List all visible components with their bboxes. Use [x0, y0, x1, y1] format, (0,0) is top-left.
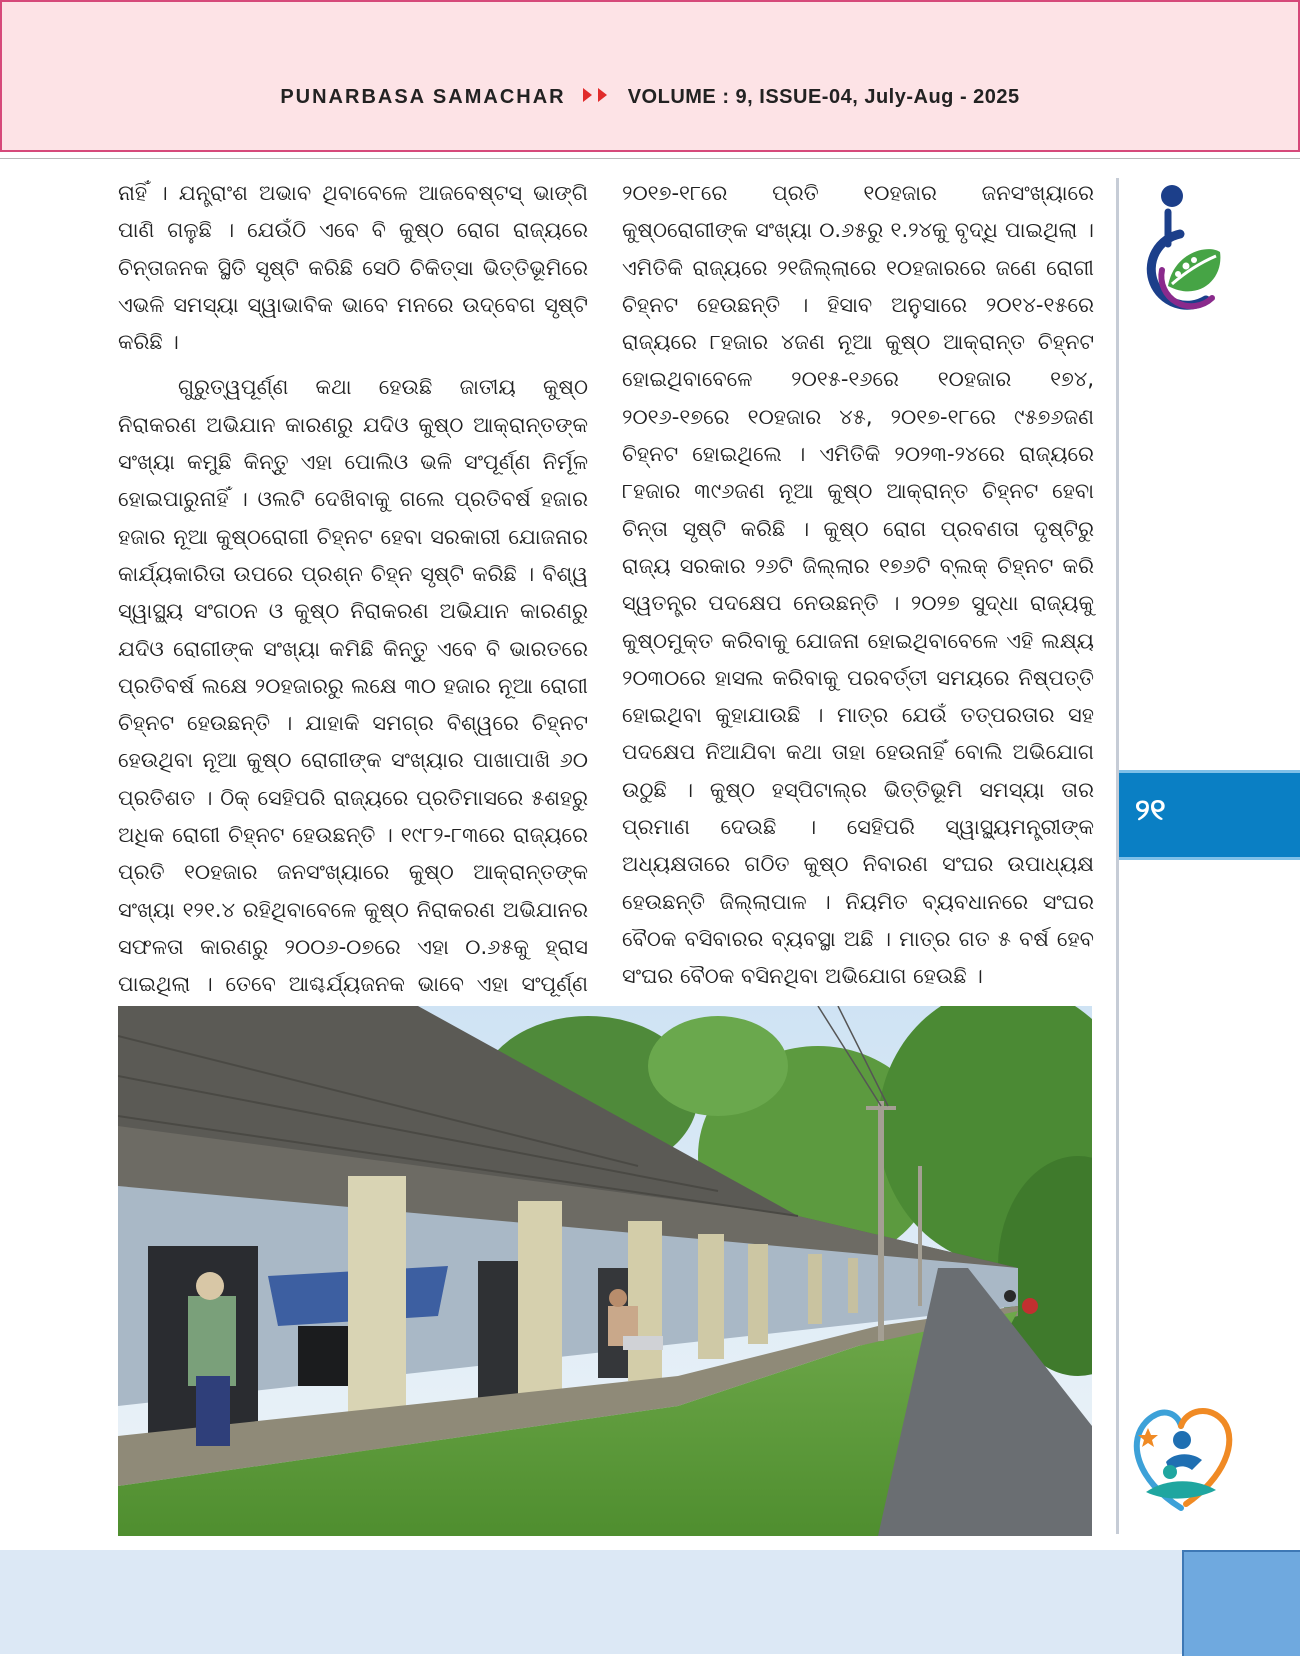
article-column-right [622, 175, 1094, 1004]
header-band [0, 0, 1300, 152]
publication-name: PUNARBASA SAMACHAR [280, 86, 566, 108]
article-paragraph: ୨୦୧୭-୧୮ରେ ପ୍ରତି ୧୦ହଜାର ଜନସଂଖ୍ୟାରେ କୁଷ୍ଠରୋଗୀଙ୍କ ସଂଖ୍ୟା ୦.୬୫ରୁ ୧.୨୪କୁ ବୃଦ୍ଧି ପାଇଥିଲା । ଏମିତିକି ରାଜ୍ୟରେ ୨୧ଜିଲ୍ଲାରେ ୧୦ହଜାରରେ ଜଣେ ରୋଗୀ ଚିହ୍ନଟ ହେଉଛନ୍ତି । ହିସାବ ଅନୁସାରେ ୨୦୧୪-୧୫ରେ ରାଜ୍ୟରେ ୮ହଜାର ୪ଜଣ ନୂଆ କୁଷ୍ଠ ଆକ୍ରାନ୍ତ ଚିହ୍ନଟ ହୋଇଥିବାବେଳେ ୨୦୧୫-୧୬ରେ ୧୦ହଜାର ୧୭୪, ୨୦୧୬-୧୭ରେ ୧୦ହଜାର ୪୫, ୨୦୧୭-୧୮ରେ ୯୫୭୬ଜଣ ଚିହ୍ନଟ ହୋଇଥିଲେ । ଏମିତିକି ୨୦୨୩-୨୪ରେ ରାଜ୍ୟରେ ୮ହଜାର ୩୯୬ଜଣ ନୂଆ କୁଷ୍ଠ ଆକ୍ରାନ୍ତ ଚିହ୍ନଟ ହେବା ଚିନ୍ତା ସୃଷ୍ଟି କରିଛି । କୁଷ୍ଠ ରୋଗ ପ୍ରବଣତା ଦୃଷ୍ଟିରୁ ରାଜ୍ୟ ସରକାର ୨୬ଟି ଜିଲ୍ଲାର ୧୭୬ଟି ବ୍ଲକ୍ ଚିହ୍ନଟ କରି ସ୍ୱତନ୍ତ୍ର ପଦକ୍ଷେପ ନେଉଛନ୍ତି । ୨୦୨୭ ସୁଦ୍ଧା ରାଜ୍ୟକୁ କୁଷ୍ଠମୁକ୍ତ କରିବାକୁ ଯୋଜନା ହୋଇଥିବାବେଳେ ଏହି ଲକ୍ଷ୍ୟ ୨୦୩୦ରେ ହାସଲ କରିବାକୁ ପରବର୍ତ୍ତୀ ସମୟରେ ନିଷ୍ପତ୍ତି ହୋଇଥିବା କୁହାଯାଉଛି । ମାତ୍ର ଯେଉଁ ତତ୍ପରତାର ସହ ପଦକ୍ଷେପ ନିଆଯିବା କଥା ତାହା ହେଉନାହିଁ ବୋଲି ଅଭିଯୋଗ ଉଠୁଛି । କୁଷ୍ଠ ହସ୍‌ପିଟାଲ୍‌ର ଭିତ୍ତିଭୂମି ସମସ୍ୟା ତାର ପ୍ରମାଣ ଦେଉଛି । ସେହିପରି ସ୍ୱାସ୍ଥ୍ୟମନ୍ତ୍ରୀଙ୍କ ଅଧ୍ୟକ୍ଷତାରେ ଗଠିତ କୁଷ୍ଠ ନିବାରଣ ସଂଘର ଉପାଧ୍ୟକ୍ଷ ହେଉଛନ୍ତି ଜିଲ୍ଲାପାଳ । ନିୟମିତ ବ୍ୟବଧାନରେ ସଂଘର ବୈଠକ ବସିବାରର ବ୍ୟବସ୍ଥା ଅଛି । ମାତ୍ର ଗତ ୫ ବର୍ଷ ହେବ ସଂଘର ବୈଠକ ବସିନଥିବା ଅଭିଯୋଗ ହେଉଛି । [622, 181, 1094, 989]
leprosy-colony-photo [118, 1006, 1092, 1536]
header-divider [0, 158, 1300, 159]
heart-people-logo-icon [1126, 1400, 1236, 1520]
double-arrow-icon [580, 86, 610, 109]
footer-corner-block [1182, 1550, 1300, 1656]
article-paragraph: ନାହିଁ । ଯନ୍ତ୍ରାଂଶ ଅଭାବ ଥିବାବେଳେ ଆଜବେଷ୍ଟସ୍ ଭାଙ୍ଗି ପାଣି ଗଳୁଛି । ଯେଉଁଠି ଏବେ ବି କୁଷ୍ଠ ରୋଗ ରାଜ୍ୟରେ ଚିନ୍ତାଜନକ ସ୍ଥିତି ସୃଷ୍ଟି କରିଛି ସେଠି ଚିକିତ୍ସା ଭିତ୍ତିଭୂମିରେ ଏଭଳି ସମସ୍ୟା ସ୍ୱାଭାବିକ ଭାବେ ମନରେ ଉଦ୍‌ବେଗ ସୃଷ୍ଟି କରିଛି । [118, 181, 588, 355]
article-paragraph: ଗୁରୁତ୍ୱପୂର୍ଣ୍ଣ କଥା ହେଉଛି ଜାତୀୟ କୁଷ୍ଠ ନିରାକରଣ ଅଭିଯାନ କାରଣରୁ ଯଦିଓ କୁଷ୍ଠ ଆକ୍ରାନ୍ତଙ୍କ ସଂଖ୍ୟା କମୁଛି କିନ୍ତୁ ଏହା ପୋଲିଓ ଭଳି ସଂପୂର୍ଣ୍ଣ ନିର୍ମୂଳ ହୋଇପାରୁନାହିଁ । ଓଲଟି ଦେଖିବାକୁ ଗଲେ ପ୍ରତିବର୍ଷ ହଜାର ହଜାର ନୂଆ କୁଷ୍ଠରୋଗୀ ଚିହ୍ନଟ ହେବା ସରକାରୀ ଯୋଜନାର କାର୍ଯ୍ୟକାରିତା ଉପରେ ପ୍ରଶ୍ନ ଚିହ୍ନ ସୃଷ୍ଟି କରିଛି । ବିଶ୍ୱ ସ୍ୱାସ୍ଥ୍ୟ ସଂଗଠନ ଓ କୁଷ୍ଠ ନିରାକରଣ ଅଭିଯାନ କାରଣରୁ ଯଦିଓ ରୋଗୀଙ୍କ ସଂଖ୍ୟା କମିଛି କିନ୍ତୁ ଏବେ ବି ଭାରତରେ ପ୍ରତିବର୍ଷ ଲକ୍ଷେ ୨୦ହଜାରରୁ ଲକ୍ଷେ ୩୦ ହଜାର ନୂଆ ରୋଗୀ ଚିହ୍ନଟ ହେଉଛନ୍ତି । ଯାହାକି ସମଗ୍ର ବିଶ୍ୱରେ ଚିହ୍ନଟ ହେଉଥିବା ନୂଆ କୁଷ୍ଠ ରୋଗୀଙ୍କ ସଂଖ୍ୟାର ପାଖାପାଖି ୬୦ ପ୍ରତିଶତ । ଠିକ୍ ସେହିପରି ରାଜ୍ୟରେ ପ୍ରତିମାସରେ ୫ଶହରୁ ଅଧିକ ରୋଗୀ ଚିହ୍ନଟ ହେଉଛନ୍ତି । ୧୯୮୨-୮୩ରେ ରାଜ୍ୟରେ ପ୍ରତି ୧୦ହଜାର ଜନସଂଖ୍ୟାରେ କୁଷ୍ଠ ଆକ୍ରାନ୍ତଙ୍କ ସଂଖ୍ୟା ୧୨୧.୪ ରହିଥିବାବେଳେ କୁଷ୍ଠ ନିରାକରଣ ଅଭିଯାନର ସଫଳତା କାରଣରୁ ୨୦୦୬-୦୭ରେ ଏହା ୦.୬୫କୁ ହ୍ରାସ ପାଇଥିଲା । ତେବେ ଆଶ୍ଚର୍ଯ୍ୟଜନକ ଭାବେ ଏହା ସଂପୂର୍ଣ୍ଣ [118, 375, 588, 997]
article-column-left [118, 175, 588, 1086]
page-number: ୨୧ [1135, 793, 1166, 828]
volume-info: VOLUME : 9, ISSUE-04, July-Aug - 2025 [627, 86, 1020, 108]
page-number-tab [1119, 770, 1300, 860]
wheelchair-leaf-logo-icon [1128, 182, 1228, 332]
footer-band [0, 1550, 1300, 1654]
header-line [2, 86, 1298, 109]
